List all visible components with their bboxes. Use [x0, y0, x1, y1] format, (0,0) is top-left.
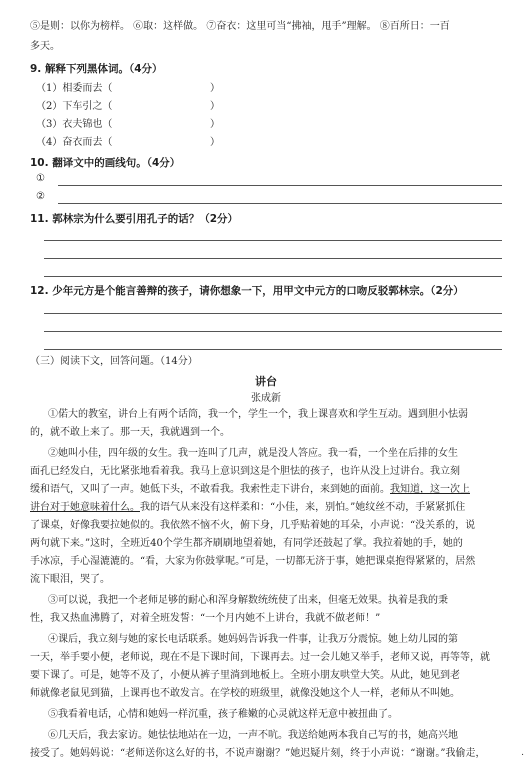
article-line: 两句就下来。”这时，全班近40个学生都齐刷刷地望着她，有同学还鼓起了掌。我拉着她的手，她的	[30, 538, 463, 549]
article-line: 师就像老鼠见到猫，上课再也不敢发言。在学校的班级里，就像没她这个人一样，老师从不叫她。	[30, 688, 460, 699]
article-author: 张成新	[251, 393, 281, 404]
annotation-line: ⑤是则：以你为榜样。 ⑥取：这样做。 ⑦奋衣：这里可当“拂袖，甩手”理解。 ⑧百所日：一百	[30, 21, 450, 32]
answer-line[interactable]	[58, 203, 502, 204]
article-line: 手冰凉，手心湿漉漉的。“看，大家为你鼓掌呢。”可是，一切都无济于事，她把课桌抱得紧紧的，居然	[30, 556, 476, 567]
article-line: 一天，举手要小便，老师说，现在不是下课时间，下课再去。过一会儿她又举手，老师又说，再等等，就	[30, 652, 490, 663]
article-line: 接受了。她妈妈说：“老师送你这么好的书，不说声谢谢？”她迟疑片刻，终于小声说：“谢谢。”我偷走，	[30, 748, 486, 759]
question-9-label: 9. 解释下列黑体词。（4分）	[30, 63, 163, 75]
q9-item: （2）下车引之（ ）	[36, 101, 220, 112]
answer-line[interactable]	[44, 313, 502, 314]
article-line: 的，就不敢上来了。那一天，我就遇到一个。	[30, 427, 230, 438]
article-line: ①偌大的教室，讲台上有两个话筒，我一个，学生一个，我上课喜欢和学生互动。遇到胆小怯弱	[48, 409, 468, 420]
question-12-label: 12. 少年元方是个能言善辩的孩子，请你想象一下，用甲文中元方的口吻反驳郭林宗。（2分）	[30, 285, 464, 297]
article-line: 流下眼泪，哭了。	[30, 574, 110, 585]
article-line: 性，我又热血沸腾了，对着全班发誓：“一个月内她不上讲台，我就不做老师！”	[30, 613, 381, 624]
q9-item: （4）奋衣而去（ ）	[36, 137, 220, 148]
answer-line[interactable]	[44, 240, 502, 241]
section-3-label: （三）阅读下文，回答问题。（14分）	[30, 356, 198, 367]
q9-item: （3）衣夫锦也（ ）	[36, 119, 220, 130]
question-10-label: 10. 翻译文中的画线句。（4分）	[30, 157, 181, 169]
article-line: 要下课了。可是，她等不及了，小便从裤子里淌到地板上。全班小朋友哄堂大笑。从此，她见到老	[30, 670, 460, 681]
article-line: 面孔已经发白，无比紧张地看着我。我马上意识到这是个胆怯的孩子，也许从没上过讲台。我立刻	[30, 466, 460, 477]
article-line: ③可以说，我把一个老师足够的耐心和浑身解数统统使了出来，但毫无效果。执着是我的秉	[48, 595, 448, 606]
article-line: ⑤我看着电话，心情和她妈一样沉重，孩子稚嫩的心灵就这样无意中被扭曲了。	[48, 709, 398, 720]
article-line: ④课后，我立刻与她的家长电话联系。她妈妈告诉我一件事，让我万分震惊。她上幼儿园的第	[48, 634, 458, 645]
q10-item-marker: ①	[36, 173, 45, 184]
page-corner-mark: .	[521, 748, 524, 758]
underlined-sentence: 讲台对于她意味着什么。	[30, 502, 140, 513]
article-line: 缓和语气，又叫了一声。她低下头，不敢看我。我索性走下讲台，来到她的面前。我知道，这一次上	[30, 484, 470, 495]
answer-line[interactable]	[44, 349, 502, 350]
article-line: 讲台对于她意味着什么。我的语气从来没有这样柔和：“小佳，来，别怕。”她纹丝不动，手紧紧抓住	[30, 502, 466, 513]
underlined-sentence: 我知道，这一次上	[390, 484, 470, 495]
article-title: 讲台	[255, 375, 277, 388]
q10-item-marker: ②	[36, 191, 45, 202]
annotation-line: 多天。	[30, 41, 60, 52]
answer-line[interactable]	[44, 331, 502, 332]
answer-line[interactable]	[44, 276, 502, 277]
article-line: ②她叫小佳，四年级的女生。我一连叫了几声，就是没人答应。我一看，一个坐在后排的女生	[48, 448, 458, 459]
q9-item: （1）相委而去（ ）	[36, 83, 220, 94]
answer-line[interactable]	[58, 185, 502, 186]
article-line: 了课桌，好像我要拉她似的。我依然不恼不火，俯下身，几乎贴着她的耳朵，小声说：“没关系的，说	[30, 520, 476, 531]
article-line: ⑥几天后，我去家访。她怯怯地站在一边，一声不吭。我送给她两本我自己写的书，她高兴地	[48, 730, 458, 741]
question-11-label: 11. 郭林宗为什么要引用孔子的话？（2分）	[30, 213, 239, 225]
answer-line[interactable]	[44, 258, 502, 259]
